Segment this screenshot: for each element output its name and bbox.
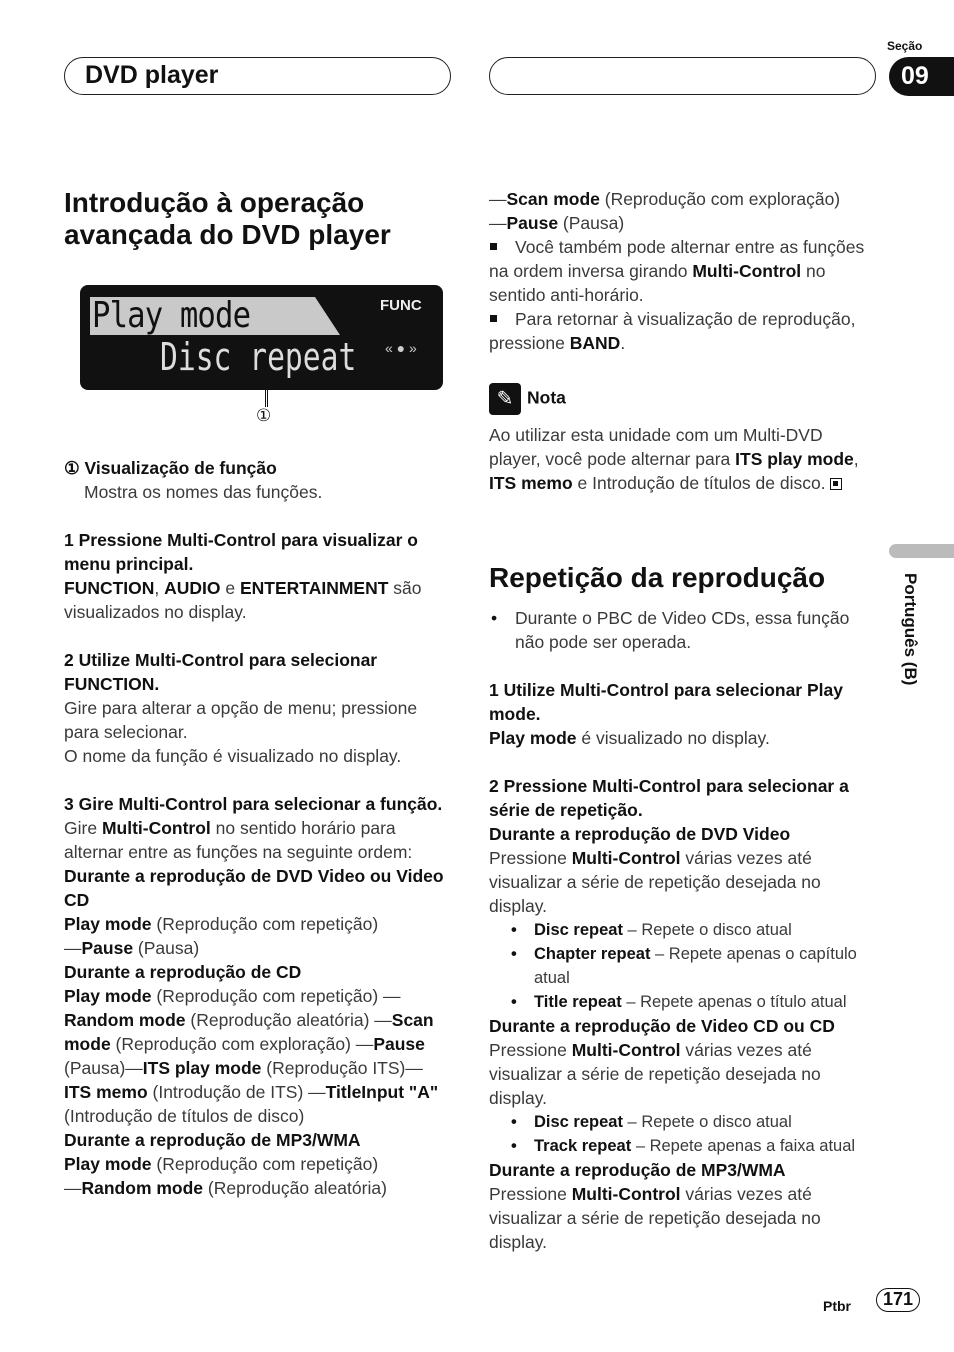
text: Ao utilizar esta unidade com um Multi-DVD player, você pode alternar para xyxy=(489,425,823,469)
text: — xyxy=(489,189,507,209)
paragraph xyxy=(489,1182,874,1254)
spacer xyxy=(64,504,449,528)
spacer xyxy=(64,624,449,648)
bold-text: Random mode xyxy=(81,1178,204,1198)
text: e Introdução de títulos de disco. xyxy=(572,473,831,493)
paragraph xyxy=(64,864,449,912)
paragraph xyxy=(64,960,449,984)
display-func-label: FUNC xyxy=(380,297,422,314)
list-item xyxy=(489,1134,874,1158)
list-item xyxy=(489,235,874,307)
paragraph xyxy=(489,1038,874,1110)
bold-text: FUNCTION xyxy=(64,578,155,598)
paragraph xyxy=(64,984,449,1128)
text: (Pausa) xyxy=(558,213,625,233)
bold-text: Play mode xyxy=(64,914,152,934)
left-column xyxy=(64,187,449,263)
paragraph xyxy=(64,936,449,960)
side-language-label: Português (B) xyxy=(901,573,920,686)
paragraph xyxy=(64,480,449,504)
bold-text: Durante a reprodução de MP3/WMA xyxy=(489,1160,786,1180)
text: Gire para alterar a opção de menu; pressione para selecionar. xyxy=(64,698,418,742)
paragraph xyxy=(64,648,449,696)
paragraph xyxy=(489,1158,874,1182)
bold-text: ITS memo xyxy=(489,473,573,493)
bold-text: 3 Gire Multi-Control para selecionar a função. xyxy=(64,794,443,814)
bold-text: ITS play mode xyxy=(142,1058,262,1078)
text: no sentido horário para alternar entre as funções na seguinte ordem: xyxy=(64,818,413,862)
text: são visualizados no display. xyxy=(64,578,422,622)
paragraph xyxy=(64,792,449,816)
text: Gire xyxy=(64,818,102,838)
text: (Reprodução com repetição) xyxy=(151,1154,379,1174)
text: — xyxy=(489,213,507,233)
bold-text: 2 Utilize Multi-Control para selecionar FUNCTION. xyxy=(64,650,378,694)
repeat-section xyxy=(489,562,874,1254)
paragraph xyxy=(489,822,874,846)
note-box xyxy=(489,383,874,495)
paragraph xyxy=(64,696,449,744)
footer-language: Ptbr xyxy=(823,1298,851,1314)
right-column-top xyxy=(489,187,874,355)
text: – Repete apenas o capítulo atual xyxy=(534,945,857,987)
bold-text: Disc repeat xyxy=(534,921,623,939)
bold-text: Multi-Control xyxy=(571,1184,681,1204)
bold-text: 2 Pressione Multi-Control para selecionar a série de repetição. xyxy=(489,776,849,820)
lcd-display-illustration xyxy=(80,285,443,390)
bold-text: Durante a reprodução de CD xyxy=(64,962,302,982)
spacer xyxy=(489,654,874,678)
spacer xyxy=(489,750,874,774)
header-empty-pill xyxy=(489,57,876,95)
paragraph xyxy=(64,528,449,576)
text: – Repete apenas a faixa atual xyxy=(631,1137,856,1155)
bold-text: ITS play mode xyxy=(735,449,854,469)
bold-text: Multi-Control xyxy=(692,261,802,281)
bold-text: Scan mode xyxy=(64,1010,434,1054)
side-tab-marker xyxy=(889,544,954,558)
bold-text: Chapter repeat xyxy=(534,945,651,963)
paragraph xyxy=(64,576,449,624)
list-item xyxy=(489,990,874,1014)
text: – Repete o disco atual xyxy=(622,1113,792,1131)
bold-text: Play mode xyxy=(64,1154,152,1174)
text: Pressione xyxy=(489,1040,572,1060)
paragraph xyxy=(64,456,449,480)
text: (Reprodução com repetição) xyxy=(151,914,379,934)
text: Mostra os nomes das funções. xyxy=(84,482,323,502)
text: várias vezes até visualizar a série de repetição desejada no display. xyxy=(489,848,821,916)
bold-text: Durante a reprodução de Video CD ou CD xyxy=(489,1016,835,1036)
text: — xyxy=(64,938,82,958)
bold-text: Track repeat xyxy=(534,1137,632,1155)
bold-text: 1 Utilize Multi-Control para selecionar Play mode. xyxy=(489,680,843,724)
text: – Repete apenas o título atual xyxy=(621,993,847,1011)
list-item xyxy=(489,918,874,942)
bold-text: Play mode xyxy=(489,728,577,748)
bold-text: Multi-Control xyxy=(571,1040,681,1060)
text: Introdução à operação avançada do DVD player xyxy=(64,187,391,250)
text: e xyxy=(220,578,240,598)
bold-text: Scan mode xyxy=(506,189,600,209)
text: Durante o PBC de Video CDs, essa função não pode ser operada. xyxy=(515,608,850,652)
bold-text: Disc repeat xyxy=(534,1113,623,1131)
bold-text: ENTERTAINMENT xyxy=(240,578,389,598)
list-item xyxy=(489,1110,874,1134)
paragraph xyxy=(64,816,449,864)
note-text xyxy=(489,423,874,495)
text: , xyxy=(154,578,165,598)
paragraph xyxy=(64,744,449,768)
bold-text: ① Visualização de função xyxy=(64,458,277,478)
note-label: Nota xyxy=(527,387,566,408)
joystick-icon: « ● » xyxy=(385,340,417,356)
text: – Repete o disco atual xyxy=(622,921,792,939)
section-heading xyxy=(489,562,874,594)
right-column-body xyxy=(489,562,874,1254)
section-label: Seção xyxy=(887,39,923,53)
text: (Reprodução com repetição) — xyxy=(151,986,401,1006)
list-item xyxy=(489,606,874,654)
bold-text: BAND xyxy=(569,333,621,353)
text: — xyxy=(64,1178,82,1198)
text: (Reprodução com exploração) — xyxy=(110,1034,374,1054)
paragraph xyxy=(489,211,874,235)
bold-text: 1 Pressione Multi-Control para visualizar o menu principal. xyxy=(64,530,418,574)
paragraph xyxy=(489,846,874,918)
text: (Reprodução aleatória) xyxy=(203,1178,387,1198)
section-number: 09 xyxy=(889,57,954,96)
paragraph xyxy=(489,187,874,211)
note-pencil-icon: ✎ xyxy=(489,383,521,415)
text: (Introdução de ITS) — xyxy=(147,1082,326,1102)
bold-text: AUDIO xyxy=(164,578,221,598)
text: (Pausa)— xyxy=(64,1058,143,1078)
text: no sentido anti-horário. xyxy=(489,261,826,305)
paragraph xyxy=(64,1152,449,1176)
paragraph xyxy=(489,678,874,726)
text: é visualizado no display. xyxy=(576,728,770,748)
bold-text: TitleInput "A" xyxy=(325,1082,439,1102)
bold-text: Durante a reprodução de MP3/WMA xyxy=(64,1130,361,1150)
left-intro xyxy=(64,187,449,251)
paragraph xyxy=(489,774,874,822)
text: (Introdução de títulos de disco) xyxy=(64,1106,305,1126)
callout-leader xyxy=(265,375,268,407)
bold-text: Pause xyxy=(506,213,559,233)
end-mark-icon xyxy=(830,478,842,490)
bold-text: Multi-Control xyxy=(571,848,681,868)
paragraph xyxy=(64,1128,449,1152)
text: (Pausa) xyxy=(133,938,200,958)
text: Para retornar à visualização de reprodução, pressione xyxy=(489,309,856,353)
text: O nome da função é visualizado no display. xyxy=(64,746,402,766)
left-steps xyxy=(64,456,449,1200)
section-heading xyxy=(64,187,449,251)
bold-text: Durante a reprodução de DVD Video ou Video CD xyxy=(64,866,444,910)
bold-text: Random mode xyxy=(64,1010,186,1030)
page-number: 171 xyxy=(876,1288,920,1312)
right-continuation xyxy=(489,187,874,355)
paragraph xyxy=(489,1014,874,1038)
bold-text: Pause xyxy=(373,1034,425,1054)
bold-text: ITS memo xyxy=(64,1082,148,1102)
left-column-body xyxy=(64,456,449,1200)
list-item xyxy=(489,307,874,355)
text: (Reprodução ITS)— xyxy=(261,1058,423,1078)
list-item xyxy=(489,942,874,990)
text: Pressione xyxy=(489,848,572,868)
text: , xyxy=(853,449,859,469)
bold-text: Pause xyxy=(81,938,134,958)
bold-text: Play mode xyxy=(64,986,152,1006)
callout-number: ① xyxy=(256,406,272,425)
paragraph xyxy=(489,726,874,750)
display-line2: Disc repeat xyxy=(160,335,357,379)
text: várias vezes até visualizar a série de repetição desejada no display. xyxy=(489,1184,821,1252)
paragraph xyxy=(64,1176,449,1200)
text: Pressione xyxy=(489,1184,572,1204)
bold-text: Durante a reprodução de DVD Video xyxy=(489,824,791,844)
paragraph xyxy=(64,912,449,936)
bold-text: Title repeat xyxy=(534,993,622,1011)
text: várias vezes até visualizar a série de repetição desejada no display. xyxy=(489,1040,821,1108)
text: Você também pode alternar entre as funções na ordem inversa girando xyxy=(489,237,865,281)
text: (Reprodução com exploração) xyxy=(599,189,841,209)
text: . xyxy=(620,333,626,353)
display-line1: Play mode xyxy=(92,295,251,336)
spacer xyxy=(64,768,449,792)
header-title-pill xyxy=(64,57,451,95)
header-title: DVD player xyxy=(85,61,219,89)
text: Repetição da reprodução xyxy=(489,562,826,593)
text: (Reprodução aleatória) — xyxy=(185,1010,392,1030)
bold-text: Multi-Control xyxy=(101,818,211,838)
